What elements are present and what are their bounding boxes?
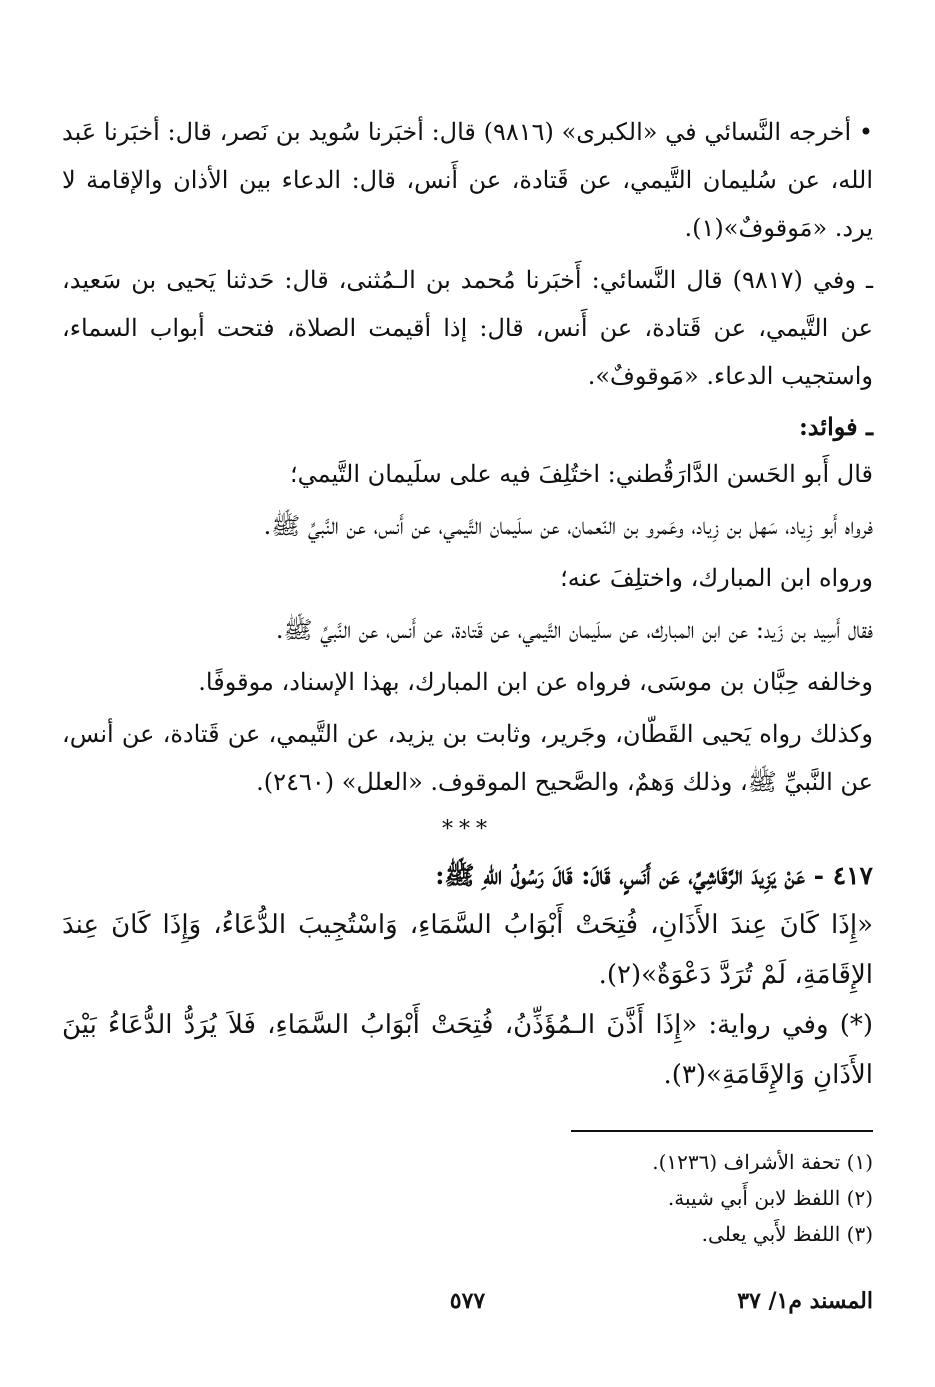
footnote: (٣) اللفظ لأَبي يعلى. [701,1222,873,1246]
page-number: ٥٧٧ [449,1288,486,1314]
page-footer [62,1288,873,1328]
fawaid-line: وخالفه حِبَّان بن موسَى، فرواه عن ابن المبارك، بهذا الإسناد، موقوفًا. [198,668,873,696]
hadith-intro: - عَنْ يَزِيدَ الرَّقَاشِيِّ، عَن أَنَسٍ، قَالَ: قَالَ رَسُولُ اللهِ ﷺ: [435,861,824,890]
fawaid-line: فقال أَسِيد بن زَيد: عن ابن المبارك، عن سلَيمان التَّيمي، عن قَتادة، عن أَنس، عن النَّبيِّ ﷺ. [275,616,873,644]
footnote: (١) تحفة الأشراف (١٢٣٦). [652,1150,873,1174]
hadith-heading [62,852,873,900]
footnote: (٢) اللفظ لابن أَبي شيبة. [667,1186,873,1210]
paragraph-takhrij-kubra: • أخرجه النَّسائي في «الكبرى» (٩٨١٦) قال: أخبَرنا سُويد بن نَصر، قال: أخبَرنا عَبد الله، عن سُليمان التَّيمي، عن قَتادة، عن أَنس، قال: الدعاء بين الأذان والإقامة لا يرد. «مَوقوفٌ»(١). [62,118,873,242]
footnote-divider [571,1130,873,1132]
fawaid-line: وكذلك رواه يَحيى القَطّان، وجَرير، وثابت بن يزيد، عن التَّيمي، عن قَتادة، عن أنس، عن النَّبيِّ ﷺ، وذلك وَهمٌ، والصَّحيح الموقوف. «العلل» (٢٤٦٠). [62,720,873,796]
hadith-number: ٤١٧ [832,861,873,890]
section-separator: *** [442,817,493,842]
fawaid-line: ورواه ابن المبارك، واختلِفَ عنه؛ [560,564,873,592]
fawaid-heading: ـ فوائد: [798,412,873,441]
fawaid-line: قال أَبو الحَسن الدَّارَقُطني: اختُلِفَ فيه على سلَيمان التَّيمي؛ [290,460,873,488]
hadith-text: «إِذَا كَانَ عِندَ الأَذَانِ، فُتِحَتْ أَبْوَابُ السَّمَاءِ، وَاسْتُجِيبَ الدُّعَاءُ، وَإِذَا كَانَ عِندَ الإِقَامَةِ، لَمْ تُرَدَّ دَعْوَةٌ»(٢). [62,910,873,990]
fawaid-line: فرواه أَبو زِياد، سَهل بن زِياد، وعَمرو بن النّعمان، عن سلَيمان التَّيمي، عن أَنس، عن النَّبيِّ ﷺ. [263,512,873,540]
paragraph-takhrij-9817: ـ وفي (٩٨١٧) قال النَّسائي: أَخبَرنا مُحمد بن الـمُثنى، قال: حَدثنا يَحيى بن سَعيد، عن التَّيمي، عن قَتادة، عن أَنس، قال: إذا أقيمت الصلاة، فتحت أبواب السماء، واستجيب الدعاء. «مَوقوفٌ». [62,266,874,390]
signature-mark: المسند م١/ ٣٧ [737,1288,873,1314]
hadith-riwaya: (*) وفي رواية: «إِذَا أَذَّنَ الـمُؤَذِّنُ، فُتِحَتْ أَبْوَابُ السَّمَاءِ، فَلاَ يُرَدُّ الدُّعَاءُ بَيْنَ الأَذَانِ وَالإِقَامَةِ»(٣). [62,1010,873,1090]
